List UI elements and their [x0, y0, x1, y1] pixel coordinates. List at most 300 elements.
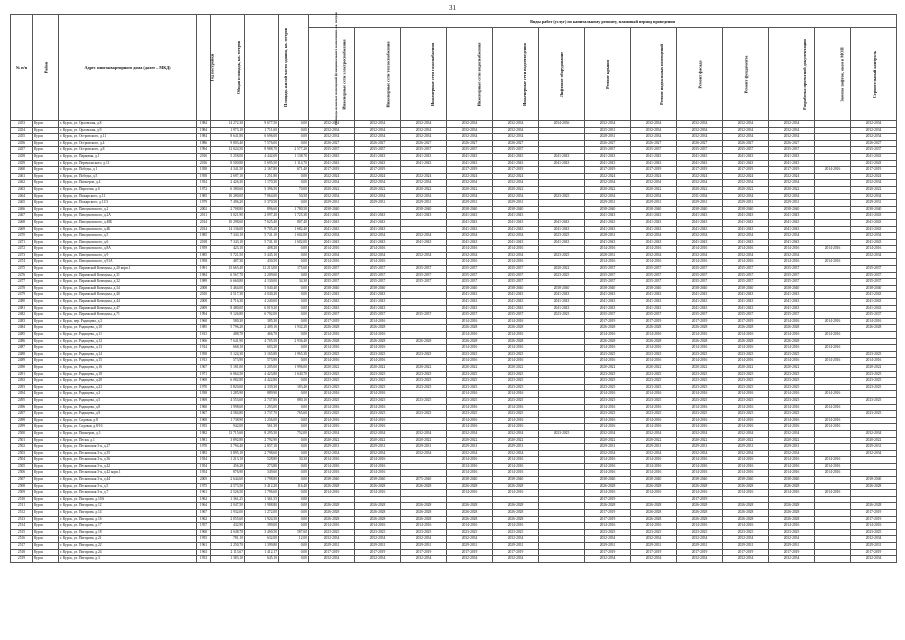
row-total-area: 7 641,90 — [211, 338, 245, 345]
row-residential-area: 2 209,60 — [245, 272, 279, 279]
row-year: 1971 — [197, 371, 211, 378]
row-work-period: 2020-2022 — [769, 437, 815, 444]
row-address: г. Курск, ул. Пигорова, д.17 — [59, 523, 197, 530]
row-year: 1959 — [197, 246, 211, 253]
row-work-period: 2032-2034 — [769, 193, 815, 200]
row-work-period: 2014-2016 — [309, 523, 355, 530]
row-work-period: 2032-2034 — [851, 536, 897, 543]
table-row — [11, 299, 897, 306]
row-nonresidential-area: 0,00 — [279, 200, 309, 207]
row-work-period: 2032-2034 — [631, 134, 677, 141]
row-work-period: 2041-2043 — [493, 160, 539, 167]
row-number: 2518 — [11, 549, 33, 556]
table-row — [11, 477, 897, 484]
row-work-period: 2023-2025 — [401, 411, 447, 418]
row-nonresidential-area: 0,00 — [279, 272, 309, 279]
row-address: г. Курск, ул. Песковская 3-я, д.44 — [59, 477, 197, 484]
row-work-period: 2032-2034 — [309, 233, 355, 240]
row-total-area: 4 573,50 — [211, 483, 245, 490]
row-work-period: 2017-2019 — [585, 167, 631, 174]
row-work-period: 2038-2040 — [493, 477, 539, 484]
table-row — [11, 252, 897, 259]
row-nonresidential-area: 2 936,40 — [279, 338, 309, 345]
row-work-period — [815, 325, 851, 332]
table-row — [11, 279, 897, 286]
row-work-period: 2032-2034 — [769, 556, 815, 563]
row-work-period — [815, 384, 851, 391]
row-nonresidential-area: 183,40 — [279, 384, 309, 391]
row-work-period: 2014-2016 — [355, 358, 401, 365]
row-address: г. Курск, ул. Парижской Коммуны, д.32 — [59, 279, 197, 286]
row-district: Курск — [33, 325, 59, 332]
row-work-period: 2014-2016 — [631, 424, 677, 431]
row-nonresidential-area: 1 932,20 — [279, 325, 309, 332]
row-work-period: 2032-2034 — [447, 252, 493, 259]
row-total-area: 15 665,40 — [211, 266, 245, 273]
row-address: г. Курск, ул. Радищева, д.5 — [59, 397, 197, 404]
row-work-period: 2020-2022 — [401, 364, 447, 371]
row-work-period: 2023-2025 — [769, 397, 815, 404]
row-residential-area: 5 040,40 — [245, 285, 279, 292]
row-nonresidential-area: 0,00 — [279, 477, 309, 484]
row-work-period: 2023-2025 — [631, 351, 677, 358]
row-total-area: 1 383,10 — [211, 556, 245, 563]
row-work-period: 2038-2040 — [723, 285, 769, 292]
table-row — [11, 259, 897, 266]
row-work-period: 2035-2037 — [447, 266, 493, 273]
row-work-period: 2026-2028 — [677, 338, 723, 345]
row-work-period: 2041-2043 — [493, 239, 539, 246]
row-work-period: 2014-2016 — [585, 404, 631, 411]
row-work-period: 2014-2016 — [447, 332, 493, 339]
row-address: г. Курск, ул. Радищева, д.14 — [59, 351, 197, 358]
row-work-period: 2041-2043 — [355, 153, 401, 160]
row-work-period: 2026-2028 — [769, 483, 815, 490]
table-row — [11, 325, 897, 332]
row-work-period: 2020-2022 — [769, 364, 815, 371]
row-address: г. Курск, ул. Песковская 3-я, д.42 — [59, 463, 197, 470]
row-work-period: 2014-2016 — [493, 391, 539, 398]
row-work-period — [815, 477, 851, 484]
row-work-period: 2014-2016 — [493, 318, 539, 325]
row-work-period: 2029-2031 — [631, 543, 677, 550]
row-work-period: 2035-2037 — [851, 312, 897, 319]
table-row — [11, 417, 897, 424]
row-work-period: 2041-2043 — [769, 239, 815, 246]
row-district: Курск — [33, 358, 59, 365]
row-work-period: 2029-2031 — [355, 543, 401, 550]
row-work-period: 2028-2031 — [585, 134, 631, 141]
row-total-area: 432,90 — [211, 523, 245, 530]
row-district: Курск — [33, 252, 59, 259]
row-district: Курск — [33, 186, 59, 193]
row-work-period — [723, 496, 769, 503]
row-work-period: 2022-2024 — [723, 173, 769, 180]
row-total-area: 5 820,60 — [211, 384, 245, 391]
row-work-period: 2017-2019 — [677, 496, 723, 503]
row-work-period: 2014-2016 — [677, 404, 723, 411]
row-work-period — [539, 437, 585, 444]
row-work-period: 2014-2016 — [309, 457, 355, 464]
row-work-period: 2017-2019 — [631, 318, 677, 325]
row-nonresidential-area: 1 965,30 — [279, 351, 309, 358]
row-residential-area: 2 857,10 — [245, 444, 279, 451]
row-residential-area: 4 240,00 — [245, 299, 279, 306]
row-work-period: 2029-2031 — [585, 543, 631, 550]
header-work-col: Разработка проектной документации — [769, 28, 815, 121]
row-work-period: 2026-2028 — [851, 503, 897, 510]
row-work-period: 2032-2034 — [355, 252, 401, 259]
row-work-period: 2017-2019 — [309, 318, 355, 325]
row-work-period: 2038-2040 — [677, 206, 723, 213]
row-work-period — [539, 127, 585, 134]
table-row — [11, 140, 897, 147]
row-work-period: 2032-2034 — [493, 430, 539, 437]
row-address: г. Курск, ул. Радищева, д.13 — [59, 345, 197, 352]
row-work-period: 2014-2016 — [631, 490, 677, 497]
row-total-area: 781,10 — [211, 536, 245, 543]
row-year: 1979 — [197, 200, 211, 207]
row-work-period: 2035-2037 — [585, 279, 631, 286]
row-work-period: 2023-2025 — [539, 312, 585, 319]
row-work-period — [539, 523, 585, 530]
row-work-period — [815, 437, 851, 444]
row-district: Курск — [33, 292, 59, 299]
row-work-period — [539, 351, 585, 358]
row-work-period — [631, 496, 677, 503]
row-work-period: 2022-2024 — [309, 173, 355, 180]
row-year: 1983 — [197, 450, 211, 457]
row-address: г. Курск, ул. Пожарского, д.11 — [59, 193, 197, 200]
row-district: Курск — [33, 411, 59, 418]
row-work-period: 2035-2037 — [851, 266, 897, 273]
row-work-period — [401, 463, 447, 470]
header-work-col: Инженерные сети газоснабжения — [401, 28, 447, 121]
row-number: 2510 — [11, 496, 33, 503]
row-work-period: 2026-2028 — [447, 503, 493, 510]
row-work-period — [539, 516, 585, 523]
row-work-period: 2026-2028 — [851, 483, 897, 490]
row-year: 1969 — [197, 397, 211, 404]
row-work-period: 2035-2037 — [447, 312, 493, 319]
row-work-period: 2014-2016 — [723, 463, 769, 470]
row-year: 1967 — [197, 364, 211, 371]
row-work-period: 2032-2034 — [585, 450, 631, 457]
table-row — [11, 167, 897, 174]
row-work-period: 2038-2040 — [585, 477, 631, 484]
row-work-period: 2032-2034 — [769, 450, 815, 457]
row-work-period: 2020-2022 — [355, 364, 401, 371]
row-total-area: 1 998,60 — [211, 404, 245, 411]
row-work-period: 2014-2016 — [815, 167, 851, 174]
row-work-period: 2032-2034 — [677, 233, 723, 240]
row-work-period: 2029-2031 — [309, 543, 355, 550]
row-work-period: 2029-2031 — [493, 543, 539, 550]
row-number: 2512 — [11, 510, 33, 517]
row-residential-area: 1 361,55 — [245, 496, 279, 503]
row-work-period: 2041-2043 — [723, 160, 769, 167]
row-work-period: 2026-2028 — [723, 338, 769, 345]
row-nonresidential-area: 1 996,00 — [279, 364, 309, 371]
row-address: г. Курск, ул. Островского, д.11 — [59, 134, 197, 141]
row-work-period: 2014-2016 — [769, 345, 815, 352]
row-work-period — [815, 206, 851, 213]
row-work-period: 2014-2016 — [585, 259, 631, 266]
row-work-period: 2020-2022 — [723, 437, 769, 444]
row-work-period: 2029-2031 — [585, 200, 631, 207]
row-work-period: 2032-2034 — [309, 127, 355, 134]
row-address: г. Курск, ул. Павлуновского, д.4Б — [59, 226, 197, 233]
row-work-period: 2014-2016 — [815, 391, 851, 398]
row-work-period: 2026-2028 — [309, 483, 355, 490]
row-work-period: 2032-2034 — [493, 193, 539, 200]
row-address: г. Курск, ул. Радищева, д.11 — [59, 332, 197, 339]
row-number: 2465 — [11, 200, 33, 207]
row-district: Курск — [33, 285, 59, 292]
row-total-area: 5 464,00 — [211, 285, 245, 292]
row-district: Курск — [33, 305, 59, 312]
row-work-period: 2032-2034 — [309, 450, 355, 457]
row-work-period: 2023-2025 — [723, 529, 769, 536]
row-work-period: 2017-2019 — [585, 516, 631, 523]
row-work-period: 2041-2043 — [355, 239, 401, 246]
row-work-period: 2026-2028 — [631, 510, 677, 517]
row-work-period — [401, 325, 447, 332]
row-year: 1958 — [197, 167, 211, 174]
row-work-period — [539, 397, 585, 404]
row-residential-area: 12 213,00 — [245, 266, 279, 273]
row-work-period: 2020-2022 — [539, 266, 585, 273]
row-total-area: 4 716,30 — [211, 299, 245, 306]
row-work-period — [539, 470, 585, 477]
row-total-area: 2 047,50 — [211, 503, 245, 510]
row-number: 2461 — [11, 173, 33, 180]
table-row — [11, 358, 897, 365]
row-residential-area: 8 295,50 — [245, 430, 279, 437]
row-work-period — [539, 259, 585, 266]
row-residential-area: 528,80 — [245, 457, 279, 464]
row-work-period: 2041-2043 — [355, 160, 401, 167]
row-year: 1964 — [197, 503, 211, 510]
table-row — [11, 127, 897, 134]
row-nonresidential-area: 2 577,20 — [279, 147, 309, 154]
row-district: Курск — [33, 299, 59, 306]
row-year: 1962 — [197, 496, 211, 503]
row-work-period: 2014-2016 — [355, 404, 401, 411]
header-work-col: Лифтовое оборудование — [539, 28, 585, 121]
row-work-period: 2014-2016 — [815, 490, 851, 497]
row-work-period: 2035-2037 — [631, 266, 677, 273]
row-district: Курск — [33, 430, 59, 437]
row-work-period: 2041-2043 — [631, 292, 677, 299]
row-work-period: 2026-2027 — [631, 140, 677, 147]
row-work-period: 2014-2016 — [355, 457, 401, 464]
row-number: 2488 — [11, 351, 33, 358]
row-work-period: 2023-2025 — [851, 371, 897, 378]
row-work-period: 2032-2034 — [401, 127, 447, 134]
row-total-area: 6 567,70 — [211, 272, 245, 279]
row-work-period — [815, 193, 851, 200]
table-row — [11, 351, 897, 358]
row-work-period: 2014-2016 — [851, 318, 897, 325]
row-work-period: 2026-2028 — [493, 483, 539, 490]
row-work-period: 2032-2034 — [851, 252, 897, 259]
row-work-period: 2023-2025 — [769, 378, 815, 385]
table-row — [11, 510, 897, 517]
row-work-period: 2026-2028 — [355, 483, 401, 490]
row-work-period: 2026-2028 — [355, 503, 401, 510]
row-work-period: 2020-2022 — [585, 186, 631, 193]
row-work-period — [539, 411, 585, 418]
row-work-period: 2041-2043 — [309, 213, 355, 220]
row-address: г. Курск, ул. Парижской Коммуны, д.31 — [59, 272, 197, 279]
row-address: г. Курск, ул. Садовая, д.8/16 — [59, 424, 197, 431]
row-work-period: 2029-2031 — [723, 200, 769, 207]
row-work-period: 2014-2016 — [355, 259, 401, 266]
row-work-period: 2020-2022 — [851, 364, 897, 371]
table-row — [11, 186, 897, 193]
row-work-period: 2023-2025 — [851, 397, 897, 404]
table-row — [11, 345, 897, 352]
row-work-period: 2041-2043 — [677, 226, 723, 233]
row-work-period: 2023-2025 — [309, 397, 355, 404]
row-work-period — [815, 496, 851, 503]
row-work-period: 2014-2016 — [723, 457, 769, 464]
row-district: Курск — [33, 167, 59, 174]
row-work-period: 2029-2031 — [851, 543, 897, 550]
table-row — [11, 193, 897, 200]
header-work-col: Инженерные сети электроснабжения — [309, 28, 355, 121]
row-work-period — [539, 444, 585, 451]
row-work-period: 2017-2019 — [309, 167, 355, 174]
row-work-period: 2041-2043 — [677, 160, 723, 167]
row-number: 2474 — [11, 259, 33, 266]
row-number: 2480 — [11, 299, 33, 306]
row-work-period: 2032-2034 — [851, 556, 897, 563]
row-work-period: 2035-2037 — [851, 272, 897, 279]
row-work-period: 2014-2016 — [309, 345, 355, 352]
row-work-period — [539, 364, 585, 371]
header-work-col: Ремонт крыши — [585, 28, 631, 121]
row-total-area: 3 794,40 — [211, 444, 245, 451]
row-work-period: 2017-2019 — [585, 318, 631, 325]
row-nonresidential-area: 0,00 — [279, 496, 309, 503]
row-work-period: 2023-2025 — [723, 378, 769, 385]
row-work-period: 2041-2043 — [851, 292, 897, 299]
row-work-period: 2014-2016 — [309, 246, 355, 253]
row-residential-area: 3 412,20 — [245, 483, 279, 490]
row-work-period: 2035-2037 — [493, 266, 539, 273]
row-work-period: 2026-2027 — [309, 140, 355, 147]
row-work-period: 2041-2043 — [585, 213, 631, 220]
table-row — [11, 549, 897, 556]
row-total-area: 2 113,67 — [211, 549, 245, 556]
row-work-period: 2020-2022 — [585, 364, 631, 371]
row-district: Курск — [33, 140, 59, 147]
row-work-period: 2014-2016 — [851, 246, 897, 253]
row-work-period: 2028-2031 — [585, 252, 631, 259]
row-work-period — [539, 424, 585, 431]
row-nonresidential-area: 752,00 — [279, 430, 309, 437]
row-work-period: 2032-2034 — [401, 252, 447, 259]
row-work-period: 2041-2043 — [631, 160, 677, 167]
row-district: Курск — [33, 424, 59, 431]
row-total-area: 7 496,20 — [211, 200, 245, 207]
row-work-period — [539, 173, 585, 180]
row-residential-area: 273,80 — [245, 463, 279, 470]
row-number: 2456 — [11, 140, 33, 147]
row-work-period: 2023-2025 — [401, 384, 447, 391]
row-number: 2472 — [11, 246, 33, 253]
row-work-period: 2035-2037 — [769, 312, 815, 319]
row-work-period — [815, 549, 851, 556]
row-number: 2485 — [11, 332, 33, 339]
row-work-period — [539, 279, 585, 286]
row-work-period: 2041-2043 — [769, 292, 815, 299]
row-work-period: 2032-2034 — [401, 180, 447, 187]
row-work-period: 2041-2043 — [585, 305, 631, 312]
row-work-period: 2023-2025 — [309, 371, 355, 378]
row-total-area: 2 644,60 — [211, 477, 245, 484]
row-work-period: 2014-2016 — [631, 463, 677, 470]
row-total-area: 10 280,00 — [211, 193, 245, 200]
row-work-period — [539, 200, 585, 207]
row-work-period: 2014-2016 — [585, 417, 631, 424]
row-address: г. Курск, ул. Парковая, д.1 — [59, 153, 197, 160]
row-work-period — [815, 239, 851, 246]
table-row — [11, 173, 897, 180]
row-work-period: 2041-2043 — [539, 299, 585, 306]
row-year: 1984 — [197, 121, 211, 128]
row-address: г. Курск, ул. Песковская 3-я, д.42 корп.1 — [59, 470, 197, 477]
table-row — [11, 200, 897, 207]
row-work-period — [539, 345, 585, 352]
row-work-period: 2035-2037 — [309, 147, 355, 154]
row-work-period — [401, 424, 447, 431]
row-work-period: 2029-2031 — [677, 200, 723, 207]
row-work-period: 2041-2043 — [447, 153, 493, 160]
row-address: г. Курск, ул. Радищева, д.16 — [59, 364, 197, 371]
table-row — [11, 338, 897, 345]
row-year: 2014 — [197, 219, 211, 226]
row-residential-area: 8 988,70 — [245, 147, 279, 154]
row-work-period: 2014-2016 — [355, 490, 401, 497]
row-work-period: 2014-2016 — [493, 404, 539, 411]
row-work-period: 2023-2025 — [677, 378, 723, 385]
row-total-area: 1 213,10 — [211, 457, 245, 464]
row-work-period: 2029-2031 — [723, 444, 769, 451]
row-work-period: 2029-2031 — [769, 444, 815, 451]
row-work-period: 2026-2027 — [493, 140, 539, 147]
row-number: 2454 — [11, 127, 33, 134]
row-work-period: 2035-2037 — [355, 266, 401, 273]
row-residential-area: 9 677,50 — [245, 121, 279, 128]
row-work-period: 2014-2016 — [677, 470, 723, 477]
row-work-period: 2023-2025 — [447, 371, 493, 378]
row-work-period: 2035-2037 — [631, 272, 677, 279]
row-district: Курск — [33, 266, 59, 273]
row-total-area: 4 584,80 — [211, 411, 245, 418]
row-work-period: 2014-2016 — [631, 457, 677, 464]
table-row — [11, 160, 897, 167]
row-work-period: 2017-2019 — [677, 167, 723, 174]
row-district: Курск — [33, 384, 59, 391]
row-work-period: 2026-2028 — [401, 338, 447, 345]
table-row — [11, 411, 897, 418]
row-work-period: 2032-2034 — [447, 127, 493, 134]
row-district: Курск — [33, 483, 59, 490]
row-work-period: 2038-2040 — [851, 477, 897, 484]
